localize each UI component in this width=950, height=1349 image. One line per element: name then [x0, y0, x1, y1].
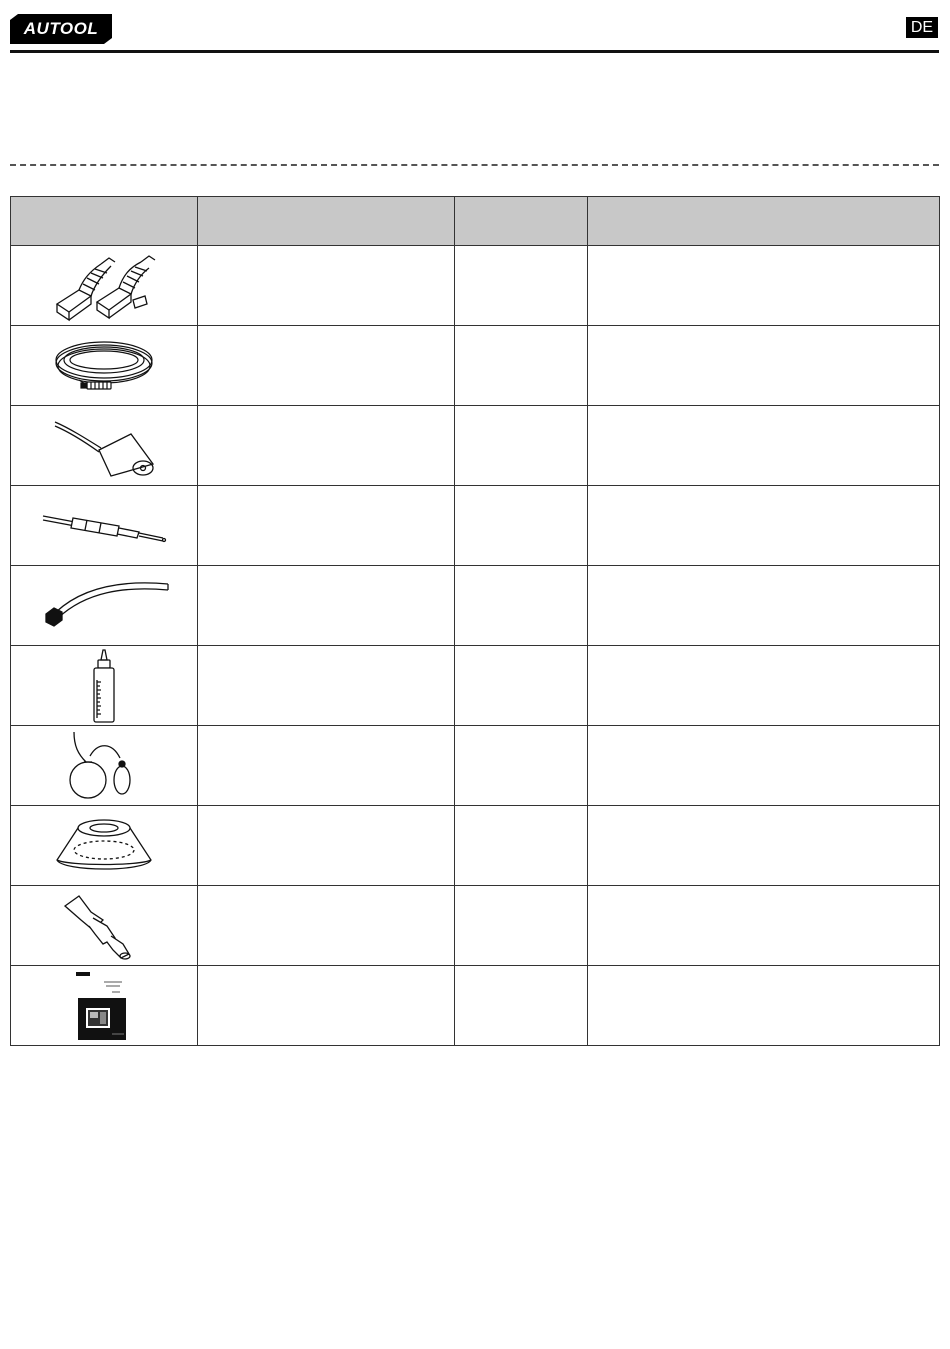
oil-bottle-icon: [84, 648, 124, 724]
cone-adapter-icon: [49, 410, 159, 482]
image-cell: [11, 486, 198, 566]
table-row: [11, 646, 940, 726]
part-description-cell: [588, 806, 940, 886]
part-quantity-cell: [455, 726, 588, 806]
column-header-description: [588, 197, 940, 246]
image-cell: [11, 806, 198, 886]
hand-pump-bulb-icon: [64, 728, 144, 804]
image-cell: [11, 246, 198, 326]
table-row: [11, 726, 940, 806]
image-cell: [11, 886, 198, 966]
user-manual-icon: [74, 968, 134, 1044]
image-cell: [11, 566, 198, 646]
part-quantity-cell: [455, 326, 588, 406]
part-quantity-cell: [455, 966, 588, 1046]
part-description-cell: [588, 966, 940, 1046]
part-description-cell: [588, 886, 940, 966]
image-cell: [11, 646, 198, 726]
table-row: [11, 886, 940, 966]
part-quantity-cell: [455, 246, 588, 326]
dashed-divider: [10, 164, 939, 166]
table-header-row: [11, 197, 940, 246]
parts-table: [10, 196, 940, 1046]
image-cell: [11, 406, 198, 486]
part-name-cell: [198, 966, 455, 1046]
image-cell: [11, 726, 198, 806]
rubber-cap-icon: [49, 810, 159, 882]
table-row: [11, 486, 940, 566]
part-quantity-cell: [455, 646, 588, 726]
part-description-cell: [588, 566, 940, 646]
table-row: [11, 326, 940, 406]
coiled-hose-icon: [49, 330, 159, 402]
brand-logo-text: AUTOOL: [23, 19, 99, 38]
table-row: [11, 406, 940, 486]
part-name-cell: [198, 646, 455, 726]
table-row: [11, 966, 940, 1046]
header-divider: [10, 50, 939, 53]
table-row: [11, 566, 940, 646]
image-cell: [11, 326, 198, 406]
part-name-cell: [198, 406, 455, 486]
part-quantity-cell: [455, 886, 588, 966]
column-header-name: [198, 197, 455, 246]
column-header-image: [11, 197, 198, 246]
part-name-cell: [198, 726, 455, 806]
part-description-cell: [588, 326, 940, 406]
table-row: [11, 246, 940, 326]
part-description-cell: [588, 406, 940, 486]
part-quantity-cell: [455, 406, 588, 486]
part-quantity-cell: [455, 566, 588, 646]
image-cell: [11, 966, 198, 1046]
part-name-cell: [198, 246, 455, 326]
part-name-cell: [198, 486, 455, 566]
stepped-nozzle-icon: [59, 890, 149, 962]
part-description-cell: [588, 246, 940, 326]
brand-logo: [10, 14, 112, 44]
column-header-quantity: [455, 197, 588, 246]
alligator-clips-icon: [49, 250, 159, 322]
probe-tube-icon: [39, 490, 169, 562]
part-description-cell: [588, 486, 940, 566]
hose-with-nut-icon: [34, 570, 174, 642]
part-name-cell: [198, 806, 455, 886]
language-badge: DE: [906, 17, 938, 38]
part-description-cell: [588, 646, 940, 726]
part-quantity-cell: [455, 486, 588, 566]
part-name-cell: [198, 566, 455, 646]
part-name-cell: [198, 326, 455, 406]
part-name-cell: [198, 886, 455, 966]
table-row: [11, 806, 940, 886]
part-description-cell: [588, 726, 940, 806]
part-quantity-cell: [455, 806, 588, 886]
